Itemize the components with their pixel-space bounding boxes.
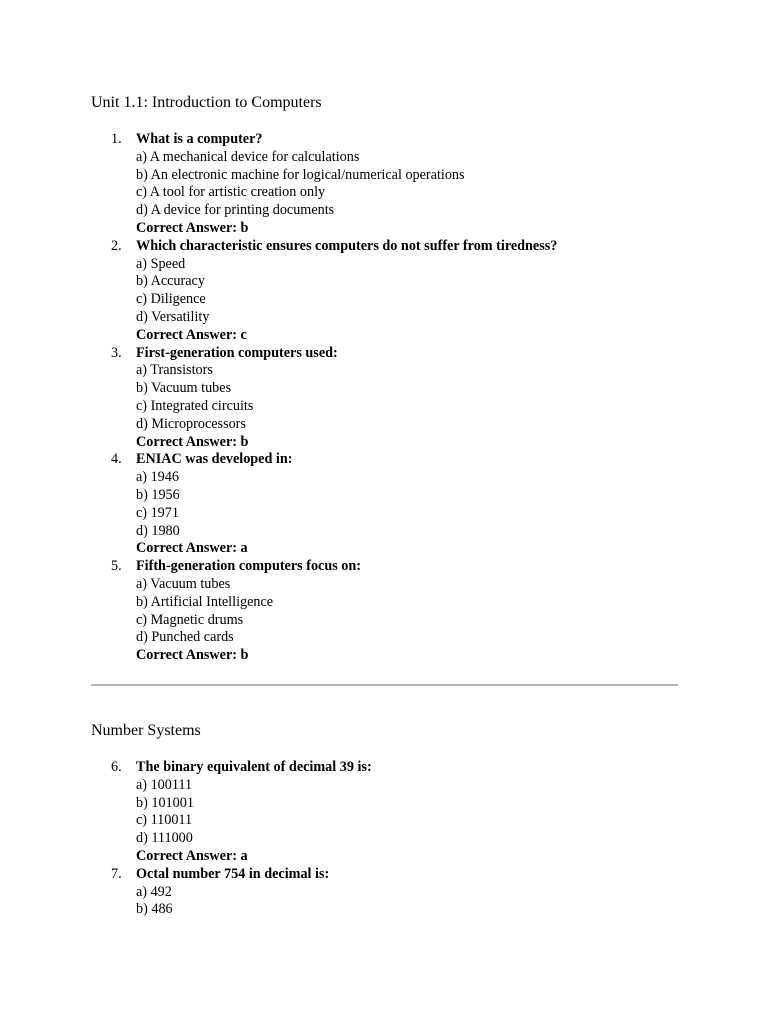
section-title-number-systems: Number Systems xyxy=(91,722,201,739)
option-text: d) Microprocessors xyxy=(136,415,246,432)
question-number: 4. xyxy=(111,451,122,468)
correct-answer: Correct Answer: b xyxy=(136,647,249,664)
correct-answer: Correct Answer: b xyxy=(136,219,249,236)
correct-answer: Correct Answer: b xyxy=(136,433,249,450)
question-number: 6. xyxy=(111,759,122,775)
option-text: a) A mechanical device for calculations xyxy=(136,148,360,165)
option-text: b) An electronic machine for logical/numerical operations xyxy=(136,166,465,183)
question-text: ENIAC was developed in: xyxy=(136,451,293,468)
section-title-unit-1-1: Unit 1.1: Introduction to Computers xyxy=(91,94,322,111)
question-text: Which characteristic ensures computers do not suffer from tiredness? xyxy=(136,237,558,254)
option-text: b) 486 xyxy=(136,901,173,918)
question-item xyxy=(0,558,768,665)
question-text: First-generation computers used: xyxy=(136,344,338,361)
option-text: b) 101001 xyxy=(136,794,194,811)
question-item xyxy=(0,866,768,919)
option-text: a) 100111 xyxy=(136,776,193,793)
option-text: d) 1980 xyxy=(136,522,180,539)
option-text: d) Versatility xyxy=(136,308,210,325)
option-text: a) Transistors xyxy=(136,362,213,379)
option-text: b) 1956 xyxy=(136,486,180,503)
question-item xyxy=(0,345,768,452)
question-number: 2. xyxy=(111,237,122,254)
option-text: c) Magnetic drums xyxy=(136,611,244,628)
section-divider xyxy=(91,684,678,686)
question-number: 1. xyxy=(111,131,122,147)
option-text: c) Integrated circuits xyxy=(136,397,254,414)
question-text: What is a computer? xyxy=(136,131,263,147)
correct-answer: Correct Answer: c xyxy=(136,326,247,343)
question-text: The binary equivalent of decimal 39 is: xyxy=(136,759,372,775)
question-item xyxy=(0,131,768,238)
option-text: a) 1946 xyxy=(136,469,179,486)
question-list-unit-1-1 xyxy=(0,131,768,665)
option-text: a) 492 xyxy=(136,883,172,900)
question-item xyxy=(0,238,768,345)
correct-answer: Correct Answer: a xyxy=(136,847,248,864)
question-number: 7. xyxy=(111,865,122,882)
option-text: d) Punched cards xyxy=(136,629,234,646)
option-text: d) 111000 xyxy=(136,830,193,847)
question-list-number-systems xyxy=(0,759,768,919)
question-number: 5. xyxy=(111,558,122,575)
option-text: d) A device for printing documents xyxy=(136,202,335,219)
question-text: Octal number 754 in decimal is: xyxy=(136,865,330,882)
question-text: Fifth-generation computers focus on: xyxy=(136,558,361,575)
option-text: a) Speed xyxy=(136,255,186,272)
correct-answer: Correct Answer: a xyxy=(136,540,248,557)
option-text: c) Diligence xyxy=(136,291,206,308)
option-text: c) 1971 xyxy=(136,504,179,521)
option-text: b) Artificial Intelligence xyxy=(136,593,274,610)
option-text: a) Vacuum tubes xyxy=(136,575,231,592)
question-item xyxy=(0,759,768,866)
option-text: c) 110011 xyxy=(136,812,193,829)
question-item xyxy=(0,451,768,558)
option-text: c) A tool for artistic creation only xyxy=(136,184,326,201)
question-number: 3. xyxy=(111,344,122,361)
option-text: b) Vacuum tubes xyxy=(136,380,232,397)
option-text: b) Accuracy xyxy=(136,273,205,290)
